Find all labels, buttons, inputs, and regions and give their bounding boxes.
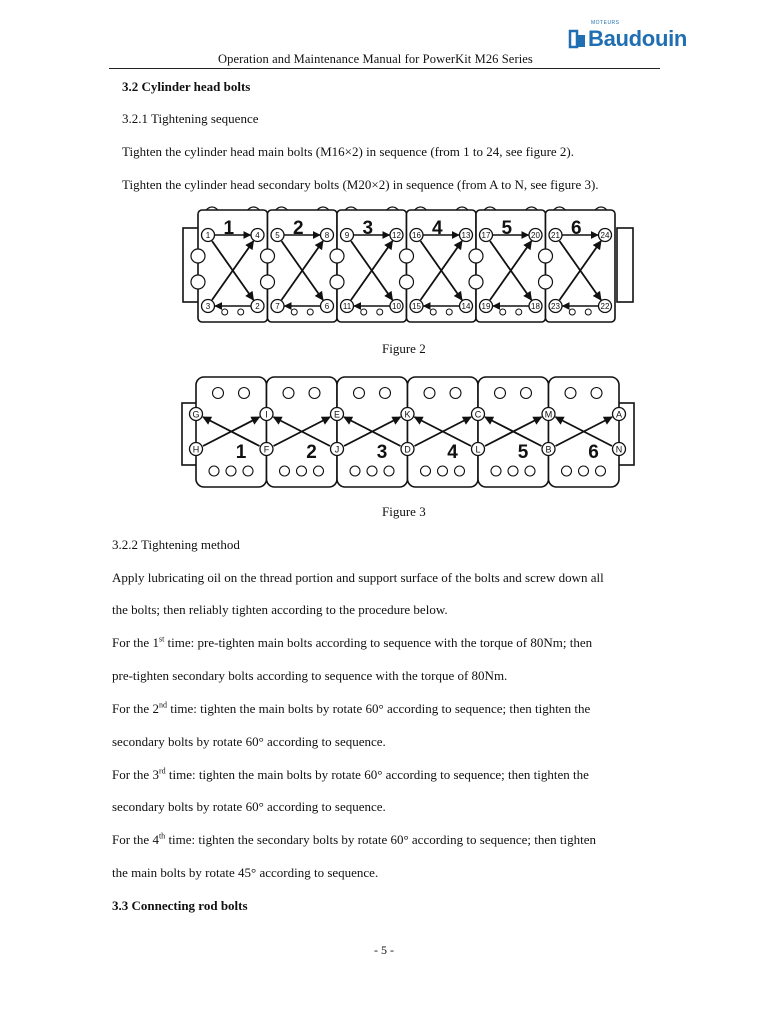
section-3-2-2-title: 3.2.2 Tightening method [112,537,240,552]
step-4-ordinal: th [158,831,166,841]
step-2-rest: time: tighten the main bolts by rotate 60° according to sequence; then tighten the [166,701,591,716]
port-circle [438,466,448,476]
bolt-label: 14 [461,302,471,311]
bolt-label: G [192,409,200,420]
port-circle [380,388,391,399]
bolt-label: 8 [324,231,330,240]
port-circle [384,466,394,476]
logo-mark-icon [568,28,588,52]
secondary-bolts-text: Tighten the cylinder head secondary bolts (M20×2) in sequence (from A to N, see figure 3). [122,177,599,192]
logo-small-text: MOTEURS [591,20,620,26]
port-circle [354,388,365,399]
passage-circle [469,275,483,289]
bolt-label: D [404,444,411,455]
bolt-label: J [334,444,340,455]
port-circle [491,466,501,476]
small-port [291,309,297,315]
port-circle [350,466,360,476]
bolt-label: 5 [275,231,280,240]
bolt-label: 18 [531,302,540,311]
bolt-label: C [474,409,482,420]
port-circle [314,466,324,476]
main-bolts-text: Tighten the cylinder head main bolts (M16×2) in sequence (from 1 to 24, see figure 2). [122,144,574,159]
port-circle [297,466,307,476]
cylinder-number: 2 [292,218,304,239]
step-4-rest: time: tighten the secondary bolts by rotate 60° according to sequence; then tighten [165,832,597,847]
port-circle [508,466,518,476]
step-2-prefix: For the 2 [112,701,159,716]
step-3-ordinal: rd [158,766,166,776]
end-cap-right [617,228,633,302]
step-2-line-1 [112,701,590,717]
passage-circle [261,275,275,289]
small-port [430,309,436,315]
bolt-label: E [333,409,341,420]
cylinder-number: 6 [588,442,599,463]
port-circle [283,388,294,399]
bolt-label: 17 [481,231,491,240]
bolt-label: 23 [551,302,560,311]
bolt-label: K [404,409,411,420]
passage-circle [400,249,414,263]
step-4-line-2: the main bolts by rotate 45° according to sequence. [112,865,379,880]
bolt-label: 3 [205,302,211,311]
small-port [377,309,383,315]
cylinder-number: 2 [306,442,317,463]
section-3-2-1-title: 3.2.1 Tightening sequence [122,111,259,126]
step-1-ordinal: st [158,634,165,644]
figure-2-diagram [180,204,636,326]
bolt-label: 19 [481,302,491,311]
step-2-ordinal: nd [158,700,167,710]
bolt-label: M [544,409,553,420]
port-circle [591,388,602,399]
bolt-label: 10 [392,302,401,311]
passage-circle [330,249,344,263]
passage-circle [400,275,414,289]
passage-circle [261,249,275,263]
small-port [307,309,313,315]
bolt-label: 7 [275,302,280,311]
bolt-label: 15 [412,302,421,311]
step-2-line-2: secondary bolts by rotate 60° according to sequence. [112,734,386,749]
bolt-label: A [615,409,623,420]
port-circle [226,466,236,476]
bolt-label: 12 [392,231,401,240]
section-3-2-title: 3.2 Cylinder head bolts [122,79,251,94]
port-circle [579,466,589,476]
logo-text: Baudouin [588,26,688,51]
port-circle [309,388,320,399]
bolt-label: 24 [600,231,610,240]
small-port [500,309,506,315]
passage-circle [191,249,205,263]
bolt-label: 20 [531,231,540,240]
step-4-line-1 [112,832,596,848]
cylinder-number: 3 [362,218,374,239]
figure-3-diagram [178,371,638,491]
small-port [569,309,575,315]
end-cap-left [183,228,199,302]
bolt-label: 11 [342,302,352,311]
bolt-label: N [615,444,623,455]
port-circle [525,466,535,476]
port-circle [521,388,532,399]
port-circle [455,466,465,476]
bolt-label: 22 [600,302,610,311]
page-number: - 5 - [374,943,394,957]
small-port [446,309,452,315]
bolt-label: L [475,444,481,455]
header-title: Operation and Maintenance Manual for PowerKit M26 Series [218,52,533,66]
step-3-rest: time: tighten the main bolts by rotate 60° according to sequence; then tighten the [165,767,589,782]
port-circle [424,388,435,399]
small-port [238,309,244,315]
bolt-label: F [263,444,270,455]
passage-circle [191,275,205,289]
bolt-label: 2 [255,302,260,311]
step-4-prefix: For the 4 [112,832,159,847]
step-3-prefix: For the 3 [112,767,159,782]
port-circle [209,466,219,476]
port-circle [239,388,250,399]
bolt-label: 21 [551,231,560,240]
step-3-line-1 [112,767,589,783]
bolt-label: 13 [461,231,471,240]
port-circle [243,466,253,476]
bolt-label: 16 [412,231,421,240]
bolt-label: B [545,444,552,455]
section-3-3-title: 3.3 Connecting rod bolts [112,898,248,913]
step-3-line-2: secondary bolts by rotate 60° according to sequence. [112,799,386,814]
cylinder-number: 4 [447,442,458,463]
port-circle [562,466,572,476]
figure-2-caption: Figure 2 [382,341,426,356]
cylinder-number: 1 [223,218,235,239]
port-circle [280,466,290,476]
bolt-label: H [192,444,200,455]
cylinder-number: 6 [570,218,582,239]
port-circle [421,466,431,476]
port-circle [213,388,224,399]
port-circle [367,466,377,476]
cylinder-number: 5 [501,218,513,239]
small-port [516,309,522,315]
port-circle [495,388,506,399]
port-circle [450,388,461,399]
cylinder-number: 4 [431,218,443,239]
small-port [361,309,367,315]
method-line-1: Apply lubricating oil on the thread portion and support surface of the bolts and screw down all [112,570,604,585]
passage-circle [330,275,344,289]
bolt-label: I [265,409,268,420]
bolt-label: 6 [324,302,330,311]
step-1-line-2: pre-tighten secondary bolts according to sequence with the torque of 80Nm. [112,668,508,683]
step-1-rest: time: pre-tighten main bolts according to sequence with the torque of 80Nm; then [164,635,593,650]
passage-circle [539,249,553,263]
cylinder-number: 5 [517,442,529,463]
step-1-line-1 [112,635,592,651]
cylinder-number: 3 [376,442,388,463]
baudouin-logo [568,20,692,52]
bolt-label: 4 [255,231,260,240]
port-circle [596,466,606,476]
step-1-prefix: For the 1 [112,635,159,650]
passage-circle [469,249,483,263]
cylinder-number: 1 [235,442,247,463]
port-circle [565,388,576,399]
figure-3-caption: Figure 3 [382,504,426,519]
bolt-label: 1 [205,231,211,240]
method-line-2: the bolts; then reliably tighten according to the procedure below. [112,602,448,617]
header-divider [109,68,660,69]
bolt-label: 9 [344,231,350,240]
passage-circle [539,275,553,289]
small-port [585,309,591,315]
small-port [222,309,228,315]
